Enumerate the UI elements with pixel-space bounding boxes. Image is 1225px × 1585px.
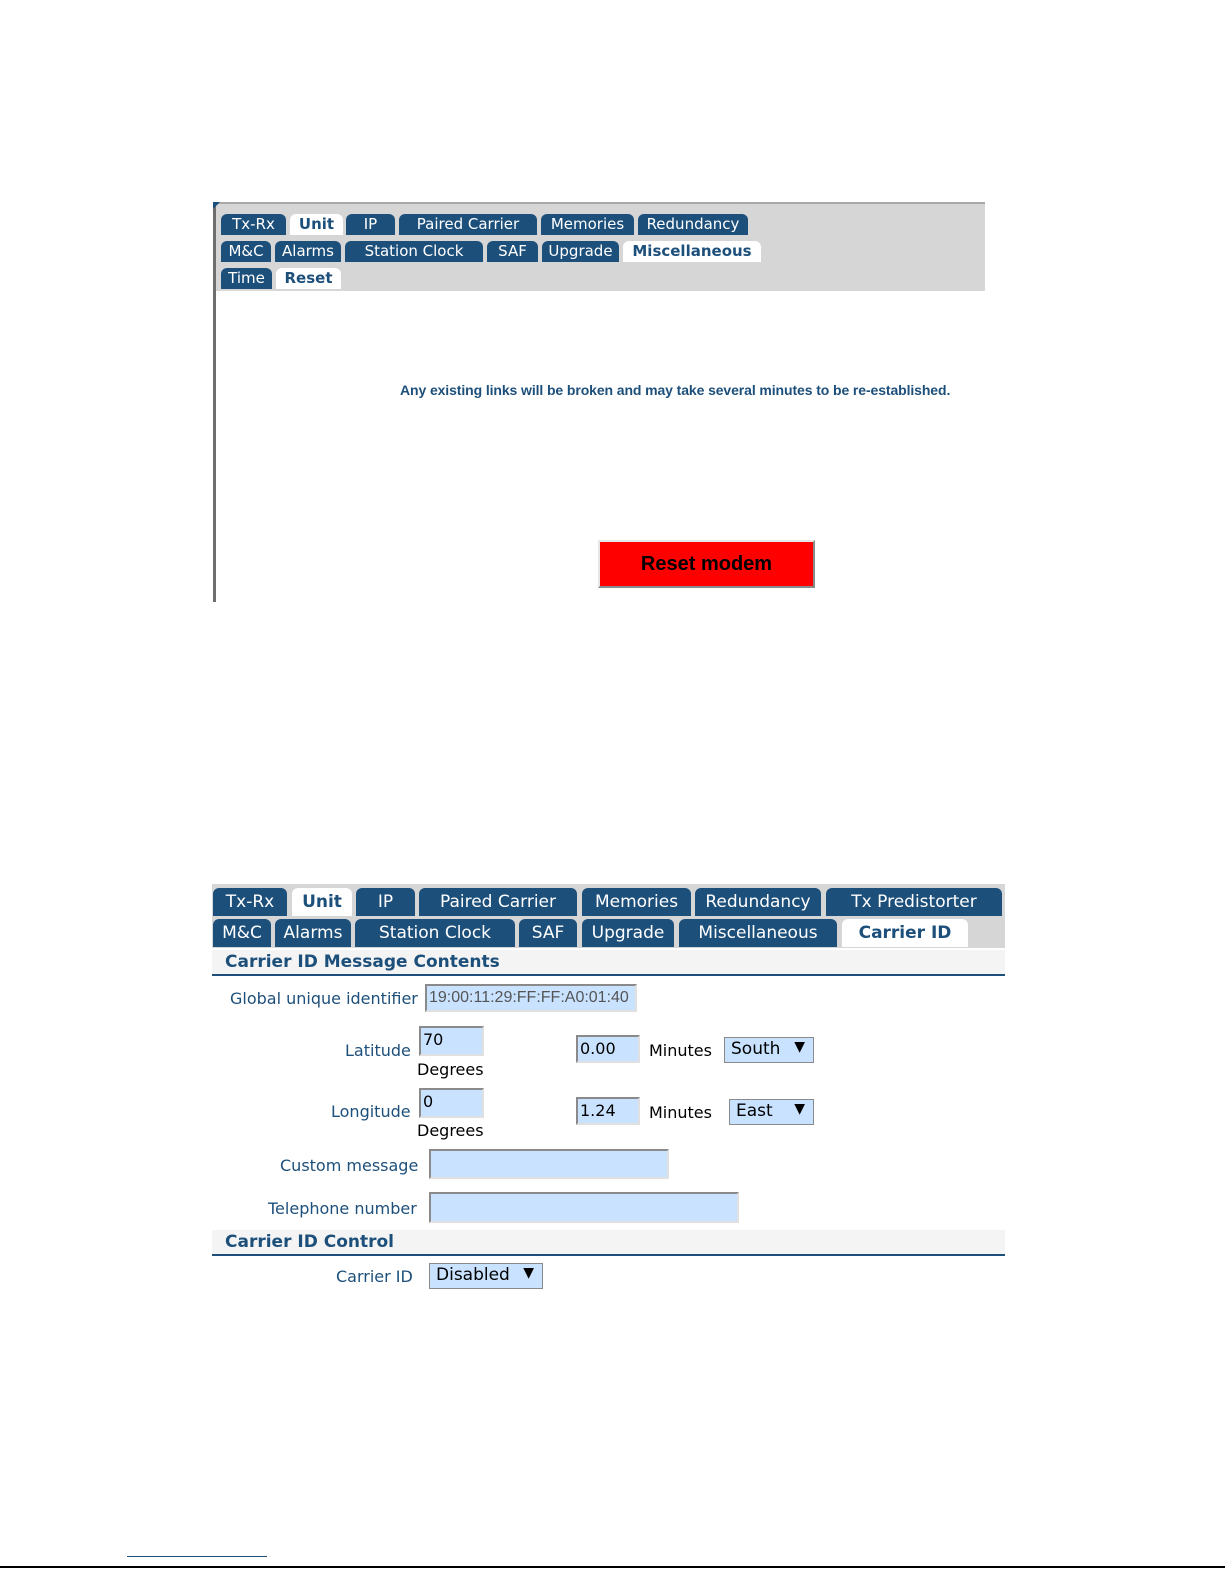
tab-paired-carrier[interactable]: Paired Carrier: [399, 214, 537, 235]
longitude-minutes-input[interactable]: 1.24: [576, 1097, 640, 1125]
section-title: Carrier ID Message Contents: [225, 952, 500, 972]
longitude-hemisphere-select[interactable]: [729, 1099, 814, 1125]
tab-memories[interactable]: Memories: [541, 214, 634, 235]
tab-tx-rx[interactable]: Tx-Rx: [221, 214, 286, 235]
tab-miscellaneous[interactable]: Miscellaneous: [679, 919, 837, 947]
tab-redundancy[interactable]: Redundancy: [638, 214, 748, 235]
tab-bar-corner: [213, 202, 220, 209]
guid-label: Global unique identifier: [230, 989, 418, 1008]
select-value: South: [731, 1039, 781, 1059]
tab-unit[interactable]: Unit: [292, 888, 352, 916]
longitude-minutes-unit: Minutes: [649, 1103, 712, 1122]
tab-reset[interactable]: Reset: [276, 268, 341, 289]
tab-station-clock[interactable]: Station Clock: [345, 241, 483, 262]
tab-memories[interactable]: Memories: [582, 888, 691, 916]
tab-alarms[interactable]: Alarms: [275, 241, 341, 262]
tab-upgrade[interactable]: Upgrade: [582, 919, 674, 947]
guid-field: 19:00:11:29:FF:FF:A0:01:40: [425, 984, 637, 1012]
latitude-degrees-input[interactable]: 70: [419, 1026, 484, 1056]
section-header-message-contents: [212, 950, 1005, 976]
tab-ip[interactable]: IP: [346, 214, 395, 235]
select-value: Disabled: [436, 1265, 510, 1285]
reset-warning-message: Any existing links will be broken and may take several minutes to be re-established.: [400, 382, 951, 398]
latitude-degrees-unit: Degrees: [417, 1060, 484, 1079]
tab-saf[interactable]: SAF: [487, 241, 538, 262]
tab-upgrade[interactable]: Upgrade: [542, 241, 619, 262]
tab-station-clock[interactable]: Station Clock: [355, 919, 515, 947]
tab-tx-predistorter[interactable]: Tx Predistorter: [826, 888, 1002, 916]
telephone-input[interactable]: [429, 1192, 739, 1223]
tab-redundancy[interactable]: Redundancy: [695, 888, 821, 916]
telephone-label: Telephone number: [268, 1199, 417, 1218]
dropdown-arrow-icon: ▼: [523, 1265, 534, 1281]
latitude-minutes-input[interactable]: 0.00: [576, 1035, 640, 1063]
carrier-id-select[interactable]: [429, 1263, 543, 1289]
tab-saf[interactable]: SAF: [519, 919, 577, 947]
tab-bar: [212, 884, 1005, 948]
tab-alarms[interactable]: Alarms: [275, 919, 351, 947]
custom-message-input[interactable]: [429, 1149, 669, 1179]
carrier-id-label: Carrier ID: [336, 1267, 413, 1286]
tab-m-and-c[interactable]: M&C: [221, 241, 271, 262]
tab-paired-carrier[interactable]: Paired Carrier: [419, 888, 577, 916]
section-title: Carrier ID Control: [225, 1232, 395, 1252]
tab-time[interactable]: Time: [221, 268, 272, 289]
footer-link-underline: [127, 1556, 267, 1557]
latitude-minutes-unit: Minutes: [649, 1041, 712, 1060]
reset-panel: [213, 202, 985, 602]
custom-message-label: Custom message: [280, 1156, 419, 1175]
dropdown-arrow-icon: ▼: [794, 1101, 805, 1117]
tab-miscellaneous[interactable]: Miscellaneous: [623, 241, 761, 262]
footer-divider: [0, 1566, 1225, 1568]
longitude-degrees-unit: Degrees: [417, 1121, 484, 1140]
dropdown-arrow-icon: ▼: [794, 1039, 805, 1055]
latitude-label: Latitude: [345, 1041, 411, 1060]
tab-tx-rx[interactable]: Tx-Rx: [213, 888, 287, 916]
tab-unit[interactable]: Unit: [290, 214, 343, 235]
reset-modem-button[interactable]: Reset modem: [598, 540, 815, 588]
longitude-label: Longitude: [331, 1102, 411, 1121]
longitude-degrees-input[interactable]: 0: [419, 1088, 484, 1118]
tab-m-and-c[interactable]: M&C: [213, 919, 271, 947]
select-value: East: [736, 1101, 773, 1121]
tab-carrier-id[interactable]: Carrier ID: [842, 919, 968, 947]
tab-ip[interactable]: IP: [356, 888, 415, 916]
latitude-hemisphere-select[interactable]: [724, 1037, 814, 1063]
section-header-carrier-id-control: [212, 1230, 1005, 1256]
tab-bar: [216, 204, 985, 291]
carrier-id-panel: [212, 884, 1005, 1304]
